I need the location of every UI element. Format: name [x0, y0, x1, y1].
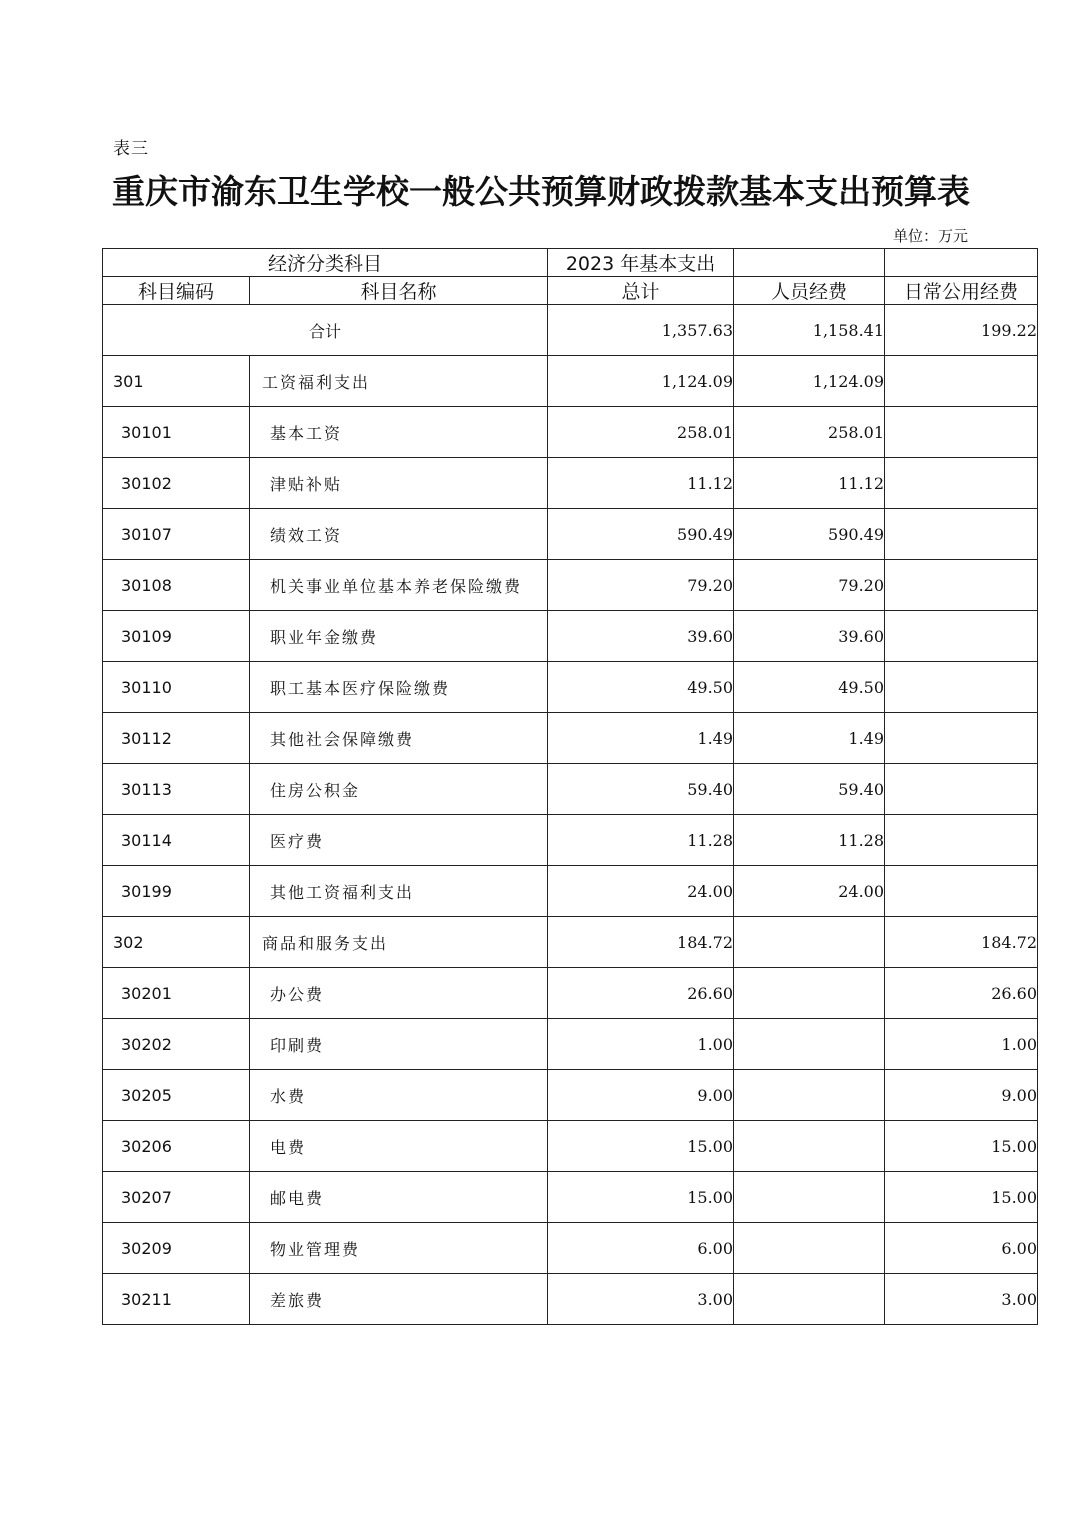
row-name: 物业管理费 — [250, 1223, 548, 1274]
header-basic-expenditure: 2023 年基本支出 — [548, 249, 734, 277]
row-public — [885, 713, 1038, 764]
row-public: 26.60 — [885, 968, 1038, 1019]
header-public: 日常公用经费 — [885, 277, 1038, 305]
row-total: 26.60 — [548, 968, 734, 1019]
table-row — [103, 509, 1038, 560]
row-total: 24.00 — [548, 866, 734, 917]
row-total: 9.00 — [548, 1070, 734, 1121]
row-code: 30206 — [103, 1121, 250, 1172]
row-total: 590.49 — [548, 509, 734, 560]
row-total: 15.00 — [548, 1121, 734, 1172]
row-name: 机关事业单位基本养老保险缴费 — [250, 560, 548, 611]
row-personnel: 24.00 — [734, 866, 885, 917]
row-name: 差旅费 — [250, 1274, 548, 1325]
row-public — [885, 662, 1038, 713]
table-row — [103, 1019, 1038, 1070]
row-total: 184.72 — [548, 917, 734, 968]
row-name: 其他工资福利支出 — [250, 866, 548, 917]
table-row — [103, 1172, 1038, 1223]
row-code: 30209 — [103, 1223, 250, 1274]
row-public — [885, 560, 1038, 611]
row-personnel: 11.12 — [734, 458, 885, 509]
row-personnel: 11.28 — [734, 815, 885, 866]
row-code: 30107 — [103, 509, 250, 560]
row-public — [885, 509, 1038, 560]
total-sum: 1,357.63 — [548, 305, 734, 356]
table-row — [103, 968, 1038, 1019]
total-personnel: 1,158.41 — [734, 305, 885, 356]
row-name: 津贴补贴 — [250, 458, 548, 509]
row-name: 职工基本医疗保险缴费 — [250, 662, 548, 713]
table-row — [103, 1070, 1038, 1121]
table-row — [103, 917, 1038, 968]
header-code: 科目编码 — [103, 277, 250, 305]
row-personnel — [734, 1121, 885, 1172]
row-personnel — [734, 1019, 885, 1070]
table-row — [103, 764, 1038, 815]
table-row — [103, 611, 1038, 662]
row-code: 30199 — [103, 866, 250, 917]
row-name: 其他社会保障缴费 — [250, 713, 548, 764]
row-public — [885, 407, 1038, 458]
row-name: 电费 — [250, 1121, 548, 1172]
table-row — [103, 1121, 1038, 1172]
row-personnel: 590.49 — [734, 509, 885, 560]
row-public — [885, 356, 1038, 407]
row-total: 1.00 — [548, 1019, 734, 1070]
row-code: 30211 — [103, 1274, 250, 1325]
row-code: 302 — [103, 917, 250, 968]
header-blank-cell — [885, 249, 1038, 277]
header-econ-class: 经济分类科目 — [103, 249, 548, 277]
row-code: 30109 — [103, 611, 250, 662]
table-row — [103, 1223, 1038, 1274]
row-name: 住房公积金 — [250, 764, 548, 815]
table-row — [103, 662, 1038, 713]
table-row — [103, 815, 1038, 866]
row-personnel: 1.49 — [734, 713, 885, 764]
table-row — [103, 458, 1038, 509]
row-name: 医疗费 — [250, 815, 548, 866]
row-name: 邮电费 — [250, 1172, 548, 1223]
row-total: 3.00 — [548, 1274, 734, 1325]
header-row-columns — [103, 277, 1038, 305]
row-name: 商品和服务支出 — [250, 917, 548, 968]
row-public — [885, 458, 1038, 509]
total-row — [103, 305, 1038, 356]
table-row — [103, 713, 1038, 764]
row-public — [885, 611, 1038, 662]
row-total: 11.28 — [548, 815, 734, 866]
row-name: 办公费 — [250, 968, 548, 1019]
row-personnel: 49.50 — [734, 662, 885, 713]
row-personnel: 258.01 — [734, 407, 885, 458]
row-total: 39.60 — [548, 611, 734, 662]
budget-table — [102, 248, 1038, 1325]
row-public: 3.00 — [885, 1274, 1038, 1325]
row-code: 30114 — [103, 815, 250, 866]
row-public — [885, 764, 1038, 815]
row-public — [885, 815, 1038, 866]
row-personnel: 79.20 — [734, 560, 885, 611]
table-row — [103, 866, 1038, 917]
row-total: 49.50 — [548, 662, 734, 713]
row-public: 15.00 — [885, 1172, 1038, 1223]
unit-label: 单位：万元 — [893, 227, 969, 245]
header-row-group — [103, 249, 1038, 277]
row-total: 15.00 — [548, 1172, 734, 1223]
row-personnel — [734, 917, 885, 968]
row-name: 印刷费 — [250, 1019, 548, 1070]
row-public: 184.72 — [885, 917, 1038, 968]
row-code: 301 — [103, 356, 250, 407]
row-personnel: 59.40 — [734, 764, 885, 815]
row-code: 30101 — [103, 407, 250, 458]
row-name: 水费 — [250, 1070, 548, 1121]
row-code: 30108 — [103, 560, 250, 611]
row-name: 职业年金缴费 — [250, 611, 548, 662]
row-code: 30207 — [103, 1172, 250, 1223]
header-personnel: 人员经费 — [734, 277, 885, 305]
row-name: 基本工资 — [250, 407, 548, 458]
row-personnel: 1,124.09 — [734, 356, 885, 407]
row-name: 绩效工资 — [250, 509, 548, 560]
row-public: 15.00 — [885, 1121, 1038, 1172]
header-name: 科目名称 — [250, 277, 548, 305]
row-total: 1.49 — [548, 713, 734, 764]
total-label: 合计 — [103, 305, 548, 356]
header-total: 总计 — [548, 277, 734, 305]
row-personnel — [734, 1172, 885, 1223]
row-total: 258.01 — [548, 407, 734, 458]
row-public: 9.00 — [885, 1070, 1038, 1121]
table-row — [103, 1274, 1038, 1325]
row-code: 30110 — [103, 662, 250, 713]
row-public: 6.00 — [885, 1223, 1038, 1274]
row-public — [885, 866, 1038, 917]
row-total: 11.12 — [548, 458, 734, 509]
row-total: 79.20 — [548, 560, 734, 611]
header-blank-cell — [734, 249, 885, 277]
row-code: 30205 — [103, 1070, 250, 1121]
row-code: 30112 — [103, 713, 250, 764]
row-code: 30113 — [103, 764, 250, 815]
row-name: 工资福利支出 — [250, 356, 548, 407]
row-code: 30201 — [103, 968, 250, 1019]
row-code: 30102 — [103, 458, 250, 509]
row-personnel: 39.60 — [734, 611, 885, 662]
table-row — [103, 560, 1038, 611]
row-code: 30202 — [103, 1019, 250, 1070]
row-personnel — [734, 968, 885, 1019]
row-total: 59.40 — [548, 764, 734, 815]
page-title: 重庆市渝东卫生学校一般公共预算财政拨款基本支出预算表 — [112, 172, 970, 211]
row-personnel — [734, 1223, 885, 1274]
row-total: 1,124.09 — [548, 356, 734, 407]
row-total: 6.00 — [548, 1223, 734, 1274]
table-number-label: 表三 — [113, 139, 149, 159]
total-public: 199.22 — [885, 305, 1038, 356]
row-public: 1.00 — [885, 1019, 1038, 1070]
table-row — [103, 356, 1038, 407]
row-personnel — [734, 1070, 885, 1121]
table-row — [103, 407, 1038, 458]
row-personnel — [734, 1274, 885, 1325]
